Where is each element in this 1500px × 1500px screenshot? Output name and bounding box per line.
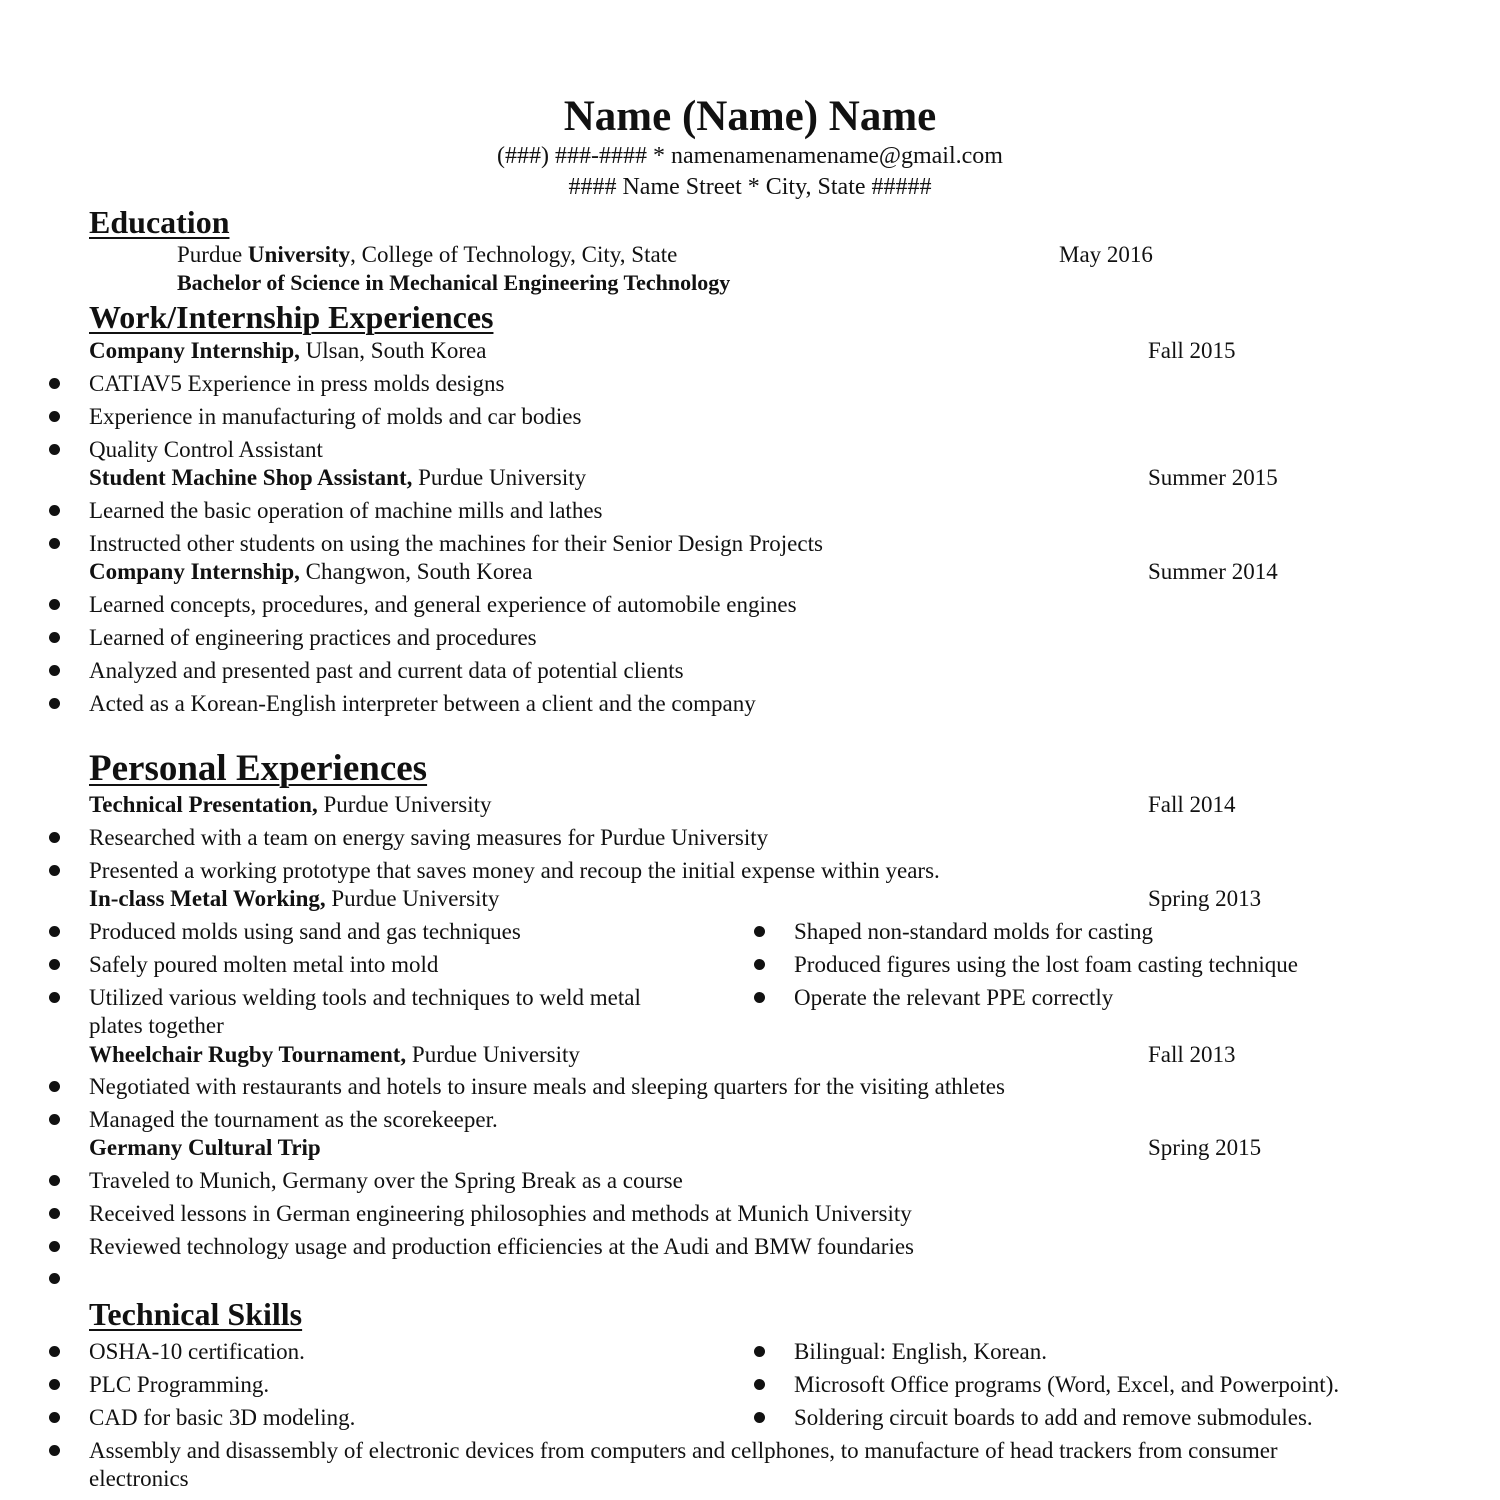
entry-location: Purdue University	[412, 465, 587, 490]
entry-date: Summer 2014	[1148, 559, 1278, 584]
bullet-dot	[49, 1114, 60, 1125]
entry-title: Wheelchair Rugby Tournament,	[89, 1042, 407, 1067]
bullet-text: Experience in manufacturing of molds and car bodies	[89, 404, 582, 429]
entry-date: Fall 2015	[1148, 338, 1236, 363]
skill-item: Bilingual: English, Korean.	[794, 1339, 1047, 1364]
bullet-text: Operate the relevant PPE correctly	[794, 985, 1114, 1010]
skill-item: CAD for basic 3D modeling.	[89, 1405, 356, 1430]
bullet-text: Negotiated with restaurants and hotels to insure meals and sleeping quarters for the visiting athletes	[89, 1074, 1005, 1099]
entry-date: Summer 2015	[1148, 465, 1278, 490]
entry-header	[89, 1043, 580, 1066]
bullet-dot	[49, 1175, 60, 1186]
entry-location: Purdue University	[317, 792, 492, 817]
bullet-text: Utilized various welding tools and techniques to weld metal	[89, 985, 641, 1010]
bullet-text: Received lessons in German engineering philosophies and methods at Munich University	[89, 1201, 912, 1226]
bullet-dot	[754, 992, 765, 1003]
entry-title: In-class Metal Working,	[89, 886, 326, 911]
entry-title: Germany Cultural Trip	[89, 1135, 321, 1160]
bullet-text: Instructed other students on using the machines for their Senior Design Projects	[89, 531, 823, 556]
bullet-dot	[754, 959, 765, 970]
bullet-text: CATIAV5 Experience in press molds designs	[89, 371, 505, 396]
bullet-dot	[49, 1273, 60, 1284]
bullet-text: Reviewed technology usage and production efficiencies at the Audi and BMW foundaries	[89, 1234, 915, 1259]
bullet-text: Researched with a team on energy saving measures for Purdue University	[89, 825, 769, 850]
skill-item: PLC Programming.	[89, 1372, 270, 1397]
bullet-text: Shaped non-standard molds for casting	[794, 919, 1153, 944]
bullet-text-continued: plates together	[89, 1013, 224, 1038]
address-line: #### Name Street * City, State #####	[568, 174, 932, 200]
bullet-dot	[754, 1379, 765, 1390]
bullet-dot	[754, 926, 765, 937]
bullet-dot	[49, 1241, 60, 1252]
bullet-text: Safely poured molten metal into mold	[89, 952, 439, 977]
bullet-dot	[49, 1412, 60, 1423]
bullet-dot	[49, 926, 60, 937]
bullet-dot	[49, 1208, 60, 1219]
entry-date: Fall 2013	[1148, 1042, 1236, 1067]
entry-title: Student Machine Shop Assistant,	[89, 465, 413, 490]
bullet-text: Analyzed and presented past and current data of potential clients	[89, 658, 684, 683]
bullet-text: Acted as a Korean-English interpreter between a client and the company	[89, 691, 756, 716]
school-text-bold: University	[247, 242, 351, 267]
bullet-dot	[49, 698, 60, 709]
bullet-dot	[49, 832, 60, 843]
entry-title: Company Internship,	[89, 338, 300, 363]
education-date: May 2016	[1059, 242, 1153, 267]
bullet-text: Produced molds using sand and gas techniques	[89, 919, 521, 944]
skill-item-continued: electronics	[89, 1466, 189, 1491]
entry-date: Fall 2014	[1148, 792, 1236, 817]
bullet-dot	[49, 1346, 60, 1357]
school-text-1: Purdue	[177, 242, 248, 267]
bullet-text: Learned of engineering practices and procedures	[89, 625, 537, 650]
bullet-text: Learned the basic operation of machine mills and lathes	[89, 498, 603, 523]
skill-item: Assembly and disassembly of electronic devices from computers and cellphones, to manufacture of head trackers from consumer	[89, 1438, 1278, 1463]
bullet-text: Traveled to Munich, Germany over the Spring Break as a course	[89, 1168, 683, 1193]
work-heading: Work/Internship Experiences	[89, 299, 494, 335]
bullet-dot	[49, 665, 60, 676]
school-text-2: , College of Technology, City, State	[350, 242, 678, 267]
contact-line: (###) ###-#### * namenamenamename@gmail.com	[497, 143, 1003, 169]
education-degree: Bachelor of Science in Mechanical Engineering Technology	[177, 270, 731, 295]
skills-heading: Technical Skills	[89, 1296, 303, 1332]
bullet-dot	[49, 411, 60, 422]
bullet-text: Learned concepts, procedures, and general experience of automobile engines	[89, 592, 797, 617]
entry-location: Ulsan, South Korea	[299, 338, 487, 363]
entry-date: Spring 2015	[1148, 1135, 1262, 1160]
entry-date: Spring 2013	[1148, 886, 1262, 911]
bullet-text: Managed the tournament as the scorekeeper.	[89, 1107, 498, 1132]
bullet-dot	[49, 1081, 60, 1092]
skill-item: Soldering circuit boards to add and remove submodules.	[794, 1405, 1313, 1430]
entry-location: Purdue University	[325, 886, 500, 911]
education-heading: Education	[89, 204, 230, 240]
bullet-dot	[49, 599, 60, 610]
bullet-text: Produced figures using the lost foam casting technique	[794, 952, 1298, 977]
candidate-name: Name (Name) Name	[563, 93, 937, 140]
education-school	[177, 243, 677, 266]
bullet-dot	[49, 538, 60, 549]
bullet-dot	[754, 1346, 765, 1357]
bullet-dot	[49, 505, 60, 516]
bullet-dot	[49, 444, 60, 455]
entry-title: Technical Presentation,	[89, 792, 318, 817]
bullet-text: Presented a working prototype that saves money and recoup the initial expense within years.	[89, 858, 940, 883]
bullet-dot	[49, 865, 60, 876]
bullet-dot	[49, 632, 60, 643]
bullet-dot	[754, 1412, 765, 1423]
entry-header	[89, 339, 486, 362]
personal-heading: Personal Experiences	[89, 748, 428, 789]
entry-header	[89, 466, 586, 489]
bullet-dot	[49, 992, 60, 1003]
entry-location: Changwon, South Korea	[299, 559, 533, 584]
bullet-dot	[49, 1445, 60, 1456]
entry-header	[89, 793, 492, 816]
entry-header	[89, 560, 532, 583]
entry-header	[89, 1136, 321, 1159]
entry-location: Purdue University	[406, 1042, 580, 1067]
entry-title: Company Internship,	[89, 559, 300, 584]
skill-item: Microsoft Office programs (Word, Excel, and Powerpoint).	[794, 1372, 1340, 1397]
bullet-dot	[49, 378, 60, 389]
entry-header	[89, 887, 499, 910]
skill-item: OSHA-10 certification.	[89, 1339, 305, 1364]
bullet-text: Quality Control Assistant	[89, 437, 323, 462]
bullet-dot	[49, 1379, 60, 1390]
bullet-dot	[49, 959, 60, 970]
